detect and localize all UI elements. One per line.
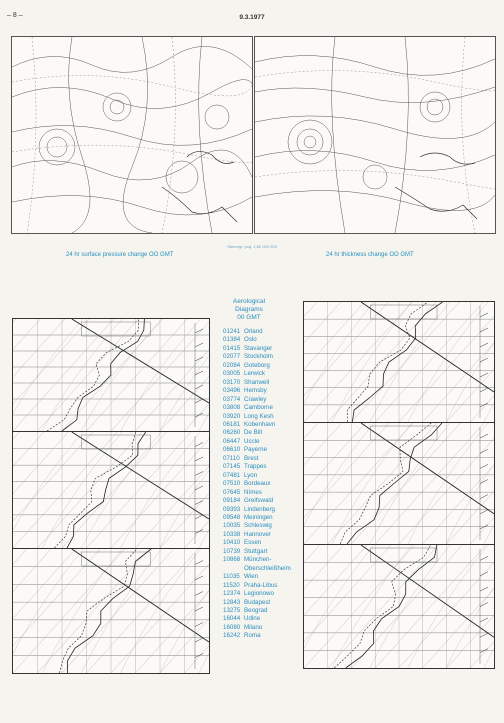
aerological-diagram bbox=[303, 301, 495, 423]
station-code: 16044 bbox=[223, 615, 241, 623]
station-entry bbox=[223, 607, 291, 615]
heading-line-3: 00 GMT bbox=[237, 314, 261, 321]
station-name: Stavanger bbox=[244, 344, 273, 352]
station-code: 09393 bbox=[223, 505, 241, 513]
station-name: Kobenhavn bbox=[244, 420, 276, 428]
station-name: Crawley bbox=[244, 395, 267, 403]
station-code: 10035 bbox=[223, 522, 241, 530]
station-entry bbox=[223, 497, 291, 505]
station-code: 06181 bbox=[223, 420, 241, 428]
station-name: Wien bbox=[244, 573, 259, 581]
station-name: Brest bbox=[244, 454, 259, 462]
station-entry bbox=[223, 446, 291, 454]
station-entry bbox=[223, 480, 291, 488]
station-entry bbox=[223, 565, 291, 573]
station-name: Camborne bbox=[244, 404, 273, 412]
station-code: 01415 bbox=[223, 344, 241, 352]
station-entry bbox=[223, 370, 291, 378]
station-entry bbox=[223, 353, 291, 361]
station-code: 09184 bbox=[223, 497, 241, 505]
station-entry bbox=[223, 615, 291, 623]
station-entry bbox=[223, 455, 291, 463]
station-entry bbox=[223, 345, 291, 353]
station-code: 12374 bbox=[223, 590, 241, 598]
station-code: 06447 bbox=[223, 437, 241, 445]
station-name: Uccle bbox=[244, 437, 260, 445]
station-name: Hemsby bbox=[244, 387, 267, 395]
station-entry bbox=[223, 404, 291, 412]
station-entry bbox=[223, 590, 291, 598]
station-code: 06610 bbox=[223, 446, 241, 454]
station-entry bbox=[223, 539, 291, 547]
station-entry bbox=[223, 463, 291, 471]
station-name: Long Kesh bbox=[244, 412, 274, 420]
station-code: 13275 bbox=[223, 606, 241, 614]
station-code: 07510 bbox=[223, 480, 241, 488]
station-name: Beograd bbox=[244, 606, 268, 614]
station-name: Stockholm bbox=[244, 353, 273, 361]
page-number: – 8 – bbox=[7, 12, 23, 19]
station-code: 06260 bbox=[223, 429, 241, 437]
station-name: Bordeaux bbox=[244, 480, 271, 488]
station-name: Praha-Libus bbox=[244, 581, 278, 589]
station-entry bbox=[223, 514, 291, 522]
aerological-heading bbox=[217, 298, 281, 322]
station-entry bbox=[223, 548, 291, 556]
station-name: Oberschleißheim bbox=[244, 564, 291, 572]
station-entry bbox=[223, 522, 291, 530]
station-name: Udine bbox=[244, 615, 261, 623]
station-code: 10338 bbox=[223, 530, 241, 538]
station-code: 12843 bbox=[223, 598, 241, 606]
station-code: 11035 bbox=[223, 573, 240, 581]
station-code: 09548 bbox=[223, 513, 241, 521]
station-code: 10410 bbox=[223, 539, 241, 547]
station-name: Essen bbox=[244, 539, 262, 547]
station-name: Shanwell bbox=[244, 378, 270, 386]
station-name: Goteborg bbox=[244, 361, 270, 369]
station-name: Lyon bbox=[244, 471, 258, 479]
station-entry bbox=[223, 506, 291, 514]
station-code: 11520 bbox=[223, 581, 240, 589]
station-entry bbox=[223, 472, 291, 480]
aerological-diagram bbox=[12, 318, 210, 432]
station-code: 07145 bbox=[223, 463, 241, 471]
projection-note: Stereogr. proj. 1:60 000 000 bbox=[227, 244, 277, 249]
station-code: 07110 bbox=[223, 454, 240, 462]
station-name: Legionowo bbox=[244, 590, 274, 598]
surface-pressure-change-map bbox=[11, 36, 253, 234]
station-entry bbox=[223, 328, 291, 336]
station-name: Schleswig bbox=[244, 522, 272, 530]
station-code: 07645 bbox=[223, 488, 241, 496]
station-code: 03808 bbox=[223, 404, 241, 412]
station-code: 02077 bbox=[223, 353, 241, 361]
station-entry bbox=[223, 362, 291, 370]
thickness-map-caption: 24 hr thickness change OO GMT bbox=[326, 252, 414, 258]
station-entry bbox=[223, 531, 291, 539]
station-entry bbox=[223, 421, 291, 429]
station-entry bbox=[223, 438, 291, 446]
aerological-diagram bbox=[12, 431, 210, 549]
station-code: 16080 bbox=[223, 623, 241, 631]
aerological-diagram bbox=[12, 548, 210, 674]
station-entry bbox=[223, 556, 291, 564]
station-entry bbox=[223, 599, 291, 607]
station-entry bbox=[223, 396, 291, 404]
heading-line-1: Aerological bbox=[232, 298, 266, 305]
station-entry bbox=[223, 413, 291, 421]
station-entry bbox=[223, 489, 291, 497]
station-entry bbox=[223, 336, 291, 344]
aerological-diagram bbox=[303, 422, 495, 545]
station-entry bbox=[223, 624, 291, 632]
station-name: Trappes bbox=[244, 463, 267, 471]
station-name: München- bbox=[244, 556, 272, 564]
station-name: Lerwick bbox=[244, 370, 265, 378]
station-entry bbox=[223, 379, 291, 387]
station-code: 10868 bbox=[223, 556, 241, 564]
station-code: 03920 bbox=[223, 412, 241, 420]
station-entry bbox=[223, 573, 291, 581]
station-name: Orland bbox=[244, 328, 263, 335]
aerological-diagram bbox=[303, 544, 495, 669]
station-entry bbox=[223, 632, 291, 640]
station-name: Lindenberg bbox=[244, 505, 275, 513]
station-code: 10739 bbox=[223, 547, 241, 555]
station-name: Nîmes bbox=[244, 488, 262, 496]
station-code: 03496 bbox=[223, 387, 241, 395]
station-code: 02084 bbox=[223, 361, 241, 369]
station-name: Roma bbox=[244, 632, 261, 640]
station-name: Budapest bbox=[244, 598, 271, 606]
station-code: 16242 bbox=[223, 632, 241, 640]
station-name: Oslo bbox=[244, 336, 257, 344]
station-code: 03170 bbox=[223, 378, 241, 386]
station-code: 01384 bbox=[223, 336, 241, 344]
station-name: Hannover bbox=[244, 530, 271, 538]
station-list bbox=[223, 328, 291, 641]
station-name: Meiningen bbox=[244, 513, 273, 521]
surface-pressure-map-caption: 24 hr surface pressure change OO GMT bbox=[66, 252, 174, 258]
station-entry bbox=[223, 387, 291, 395]
station-code: 07481 bbox=[223, 471, 241, 479]
station-name: Payerne bbox=[244, 446, 268, 454]
station-entry bbox=[223, 429, 291, 437]
thickness-change-map bbox=[254, 36, 496, 234]
station-name: Greifswald bbox=[244, 497, 274, 505]
heading-line-2: Diagrams bbox=[235, 306, 263, 313]
station-entry bbox=[223, 582, 291, 590]
station-code: 03774 bbox=[223, 395, 241, 403]
station-name: De Bilt bbox=[244, 429, 263, 437]
page-date: 9.3.1977 bbox=[239, 14, 265, 21]
station-code: 01241 bbox=[223, 328, 241, 335]
station-name: Milano bbox=[244, 623, 263, 631]
station-code: 03005 bbox=[223, 370, 241, 378]
station-name: Stuttgart bbox=[244, 547, 268, 555]
